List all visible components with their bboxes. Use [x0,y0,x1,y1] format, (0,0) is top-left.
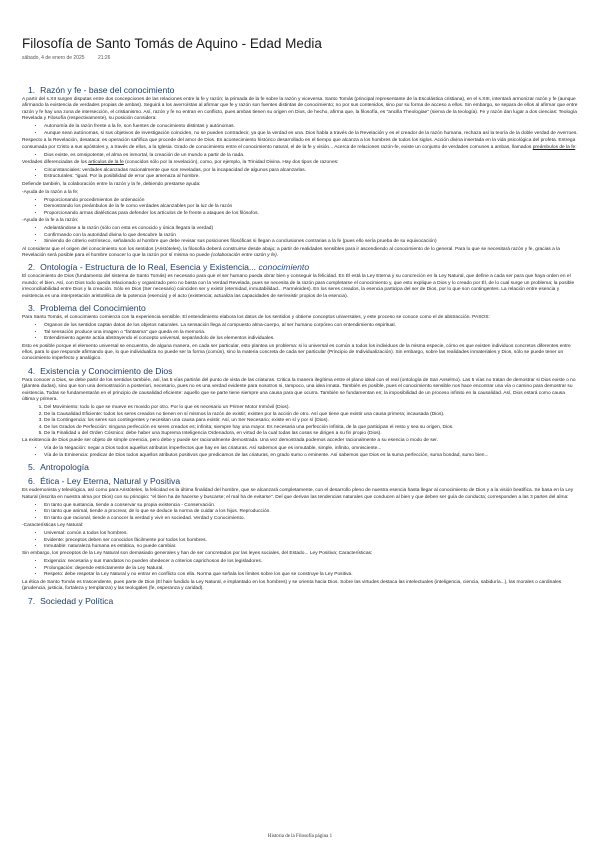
bullet-list [22,559,578,578]
section-heading-4: 4. Existencia y Conocimiento de Dios [28,365,173,376]
paragraph: -Ayuda de la razón a la fe; [22,189,79,195]
list-item: • Tal sensación produce una imagen o "fantasma" que queda en la memoria. [44,330,578,336]
section-heading-6: 6. Ética - Ley Eterna, Natural y Positiva [28,476,181,487]
list-item: • Inmutable: naturaleza humana es estática, no puede cambiar. [44,544,578,550]
section-heading-2: 2. Ontología - Estructura de lo Real, Esencia y Existencia... conocimiento [28,262,310,273]
numbered-list [22,405,578,437]
page-content [22,82,578,608]
paragraph: Verdades diferenciadas de los artículos de la fe (conocidos sólo por la revelación), como, por ejemplo, la Trinidad Divina. Hay dos tipos de razones: [22,160,339,166]
list-item: • Proporcionando procedimientos de ordenación [44,198,578,204]
list-item: • Entendimiento agente actúa abstrayendo el concepto universal, separándolo de los elementos individuales. [44,336,578,342]
list-item: • En tanto que racional, tiende a conocer la verdad y vivir en sociedad. Verdad y Conocimiento. [44,516,578,522]
list-item: • Autonomía de la razón frente a la fe, son fuentes de conocimiento distintas y autónomas. [44,124,578,130]
bullet-list [22,446,578,459]
link-articulos[interactable]: artículos de la fe [88,160,124,166]
list-item: • Evidente: preceptos deben ser conocidos fácilmente por todos los hombres. [44,538,578,544]
list-item: • Órganos de los sentidos captan datos de los objetos naturales. La sensación llega al compuesto alma-cuerpo, al ser humano corpóreo con entendimiento espiritual. [44,323,578,329]
document-page [22,0,578,848]
page-title: Filosofía de Santo Tomás de Aquino - Edad Media [22,36,322,51]
list-item: • Proporcionando armas dialécticas para defender los artículos de fe frente a ataques de los filósofos. [44,211,578,217]
list-item: 1. Del Movimiento: todo lo que se mueve es movido por otro. Por lo que es necesario un Primer Motor Inmóvil (Dios). [44,405,578,411]
bullet-list [22,168,578,181]
bullet-list [22,226,578,245]
list-item: • Confirmando con la autoridad divina lo que descubre la razón [44,233,578,239]
list-item: 5. De la Finalidad u del Orden Cósmico: debe haber una Suprema Inteligencia Ordenadora, en virtud de la cual todas las cosas se dirigen a su fin propio (Dios). [44,431,578,437]
paragraph: A partir del s.XII surgen disputas entre dos concepciones de las relaciones entre la fe y razón; la primada de la fe sobre la razón y viceversa. Santo Tomás (principal representante de la Escolástica cristiana), en el s.XIII, intentará armonizar razón y fe (aunque afirmando la existencia de verdades propias de ambas). Seguirá a los averroístas al afirmar que fe y razón son fuentes distintas de conocimiento; no por sus contenidos, sino por su forma de acceso a ellos. Sin embargo, se separa de ellos al afirmar que entre razón y fe hay una zona de intersección, el cristianismo. Así, razón y fe no entran en conflicto, pues ambas tienen su origen en Dios, de hecho, afirma que, la filosofía, es "ancilla Theologiae" (sierva de la teología). Fe y razón dan lugar a dos ciencias: Teología Revelada y Filosofía (respectivamente), su posición considera: [22,97,578,122]
paragraph: -Ayuda de la fe a la razón; [22,218,79,224]
page-footer: Historia de la Filosofía página 1 [267,834,333,839]
list-item: • En tanto que animal, tiende a procrear, de lo que se deduce la norma de cuidar a los hijos. Reproducción. [44,509,578,515]
section-heading-7: 7. Sociedad y Política [28,595,114,606]
paragraph: Para Santo Tomás, el conocimiento comienza con la experiencia sensible. El entendimiento elabora los datos de los sentidos y obtiene conceptos universales, y este proceso se conoce como el de abstracción. PASOS: [22,315,490,321]
list-item: • Adelantándose a la razón (sólo con esta es conocido y única llegara la verdad) [44,226,578,232]
list-item: • En tanto que sustancia, tiende a conservar su propia existencia - Conservación. [44,503,578,509]
list-item: • Dios existe, es omnipotente, el alma es inmortal, la creación de un mundo a partir de la nada. [44,153,578,159]
paragraph: -Características Ley Natural: [22,523,84,529]
section-heading-3: 3. Problema del Conocimiento [28,303,146,314]
list-item: • Sirviendo de criterio extrínseco, señalando al hombre que debe revisar sus posiciones filosóficas si llegan a conclusiones contrarias a la fe (pues ello sería prueba de su equivocación) [44,239,578,245]
paragraph: Defiende también, la colaboración entre la razón y la fe, debiendo prestarse ayuda: [22,181,201,187]
bullet-list [22,503,578,522]
list-item: 3. De la Contingencia: los seres son contingentes y necesitan una causa para existir. Así, un Ser Necesario; existe en sí y por sí (Dios). [44,418,578,424]
section-heading-5: 5. Antropología [28,462,89,473]
paragraph: Respecto a la Revelación, desataca: es operación sañífica que procede del amor de Dios. Es acontecimiento histórico desarrollado en el tiempo que alcanza a los hombres de todos los siglos. Acción divina insertada en la vida psicológica del profeta. Entrega consumada por Cristo a sus apóstoles y, a través de ellos, a la Iglesia. Grado de conocimiento entre el conocimiento natural, el de la fe y visión... Acerca de relaciones razón-fe, existe un conjunto de verdades comunes a ambas, llamados preámbulos de la fe: [22,138,577,150]
list-item: • Universal: común a todos los hombres. [44,531,578,537]
paragraph: La existencia de Dios puede ser objeto de simple creencia, pero debe y puede ser racionalmente demostrada. Una vez demostrada podemos acceder racionalmente a su esencia o modo de ser. [22,438,438,444]
list-item: • Estructurales: "igual. Por la posibilidad de error que amenaza al hombre. [44,174,578,180]
paragraph: El conocimiento de Dios (fundamento del sistema de Santo Tomás) es necesario para que el ser humano pueda obrar bien y conseguir la felicidad. En Él está la Ley Eterna y su concreción en la Ley Natural, que define a cada ser para que haya orden en el mundo; el bien. Así, con Dios todo queda relacionado y organizado pero no basta con la Verdad Revelada, pues se necesita de la razón para completarse el conocimiento y, que esto explique a Dios y lo creado por Él, de lo cual surge un problema; la posible irreconciliabilidad entre Dios y la creación. Sólo en Dios (Ser necesario) coinciden ser y existir (eternidad, inmutabilidad... Parménides). En los seres creados, la esencia participa del ser de Dios, por lo que son contingentes. La relación entre esencia y existencia es una interpretación aristotélica de la potencia (esencia) y el acto (existencia; actualiza las capacidades de ser/existir propios de la esencia). [22,274,575,299]
timestamp [22,55,122,61]
bullet-list [22,323,578,342]
list-item: • Vía de la Eminencia: predicar de Dios todos aquellos atributos positivos que predicamos de las criaturas, en grado sumo o eminente. Así sabemos que Dios es la suma perfección, suma bondad, sumo bien... [44,453,578,459]
list-item: 2. De la Causalidad Eficiente: todos los seres creados no tienen en sí mismos la razón de existir; existen por la acción de otro. Así que tiene que existir una causa primera; incausada (Dios). [44,412,578,418]
date-text: sábado, 4 de enero de 2025 [22,55,85,61]
list-item: • Respeto: debe respetar la Ley Natural y no entrar en conflicto con ella. Norma que señala los límites sobre los que se construye la Ley Positiva. [44,572,578,578]
list-item: • Exigencia: necesaria y sus mandatos no pueden obedecer a criterios caprichosos de los legisladores. [44,559,578,565]
time-text: 21:26 [97,55,111,61]
list-item: • Vía de la Negación: negar a Dios todos aquellos atributos imperfectos que hay en las criaturas. Así sabemos que es inmutable, simple, infinito, omnisciente... [44,446,578,452]
list-item: • Aunque sean autónomas, si sus objetivos de investigación coinciden, no se pueden contradecir, ya que la verdad es una. Dios habla a través de la Revelación y es el creador de la razón humana, rechaza así la teoría de la doble verdad de Averroes. [44,131,578,137]
paragraph: Es eudemonista y teleológica, así como para Aristóteles, la felicidad es la última finalidad del hombre, que se alcanzará completamente, con el desarrollo pleno de nuestra esencia hasta llegar al conocimiento de Dios y a la visión beatífica. Se basa en la Ley Natural (inscrita en nuestra alma por Dios) con su principio: "el bien ha de hacerse y buscarse; el mal ha de evitarse". Del que derivan las tendencias naturales que conducen al bien y que deben ser guía de conducta; corresponden a las 3 partes del alma: [22,488,574,500]
list-item: • Circunstanciales: verdades alcanzadas racionalmente que son reveladas, por la incapacidad de algunos para alcanzarlas. [44,168,578,174]
bullet-list [22,124,578,137]
paragraph: Sin embargo, los preceptos de la Ley Natural son demasiado generales y han de ser concretados por las leyes sociales, del Estado... Ley Positiva; Características: [22,551,373,557]
paragraph: Al considerar que el origen del conocimiento son los sentidos (Aristóteles), la filosofía deberá construirse desde abajo; a partir de realidades sensibles para ir ascendiendo al conocimiento de lo general. Para lo que se necesitará razón y fe, gracias a la Revelación será posible para el hombre conocer lo que la razón por sí misma no puede (colaboración entre razón y fe). [22,246,560,258]
list-item: • Prolongación: depende estrictamente de la Ley Natural. [44,566,578,572]
list-item: 4. De los Grados de Perfección: ninguna perfección en seres creados es; infinita; siempre hay una mayor. Es necesaria una perfección infinita, de la que participan el resto y sea su origen, Dios. [44,425,578,431]
paragraph: Para conocer a Dios, se debe partir de los sentidos también, así, las 5 vías partirán del punto de vista de las criaturas. Critica la manera ilegítima entre el plano ideal con el real (ontología de San Anselmo). Las 5 vías no tratan de demostrar si Dios existe o no (plantea dudas), sino que son una demostración a posteriori, necesario, pues no es una verdad evidente para nosotros ni, tampoco, una idea innata. También es posible, pues el conocimiento sensible nos hace encontrar una vía o camino para demostrar su existencia. Todas se fundamentarán en el principio de causalidad eficiente: aquello que se parte tiene siempre una causa para que ocurra. También se fundamentan en; la imposibilidad de un proceso infinito en la causalidad. Así, Dios estará como causa última y primera. [22,377,576,403]
paragraph: La ética de Santo Tomás es trascendente, pues parte de Dios (El hain fundido la Ley Natural, e implantado en los hombres) y se orienta hacia Dios. Sobre las virtudes destaca las intelectuales (inteligencia, ciencia, sabiduría...), las morales o cardinales (prudencia, justicia, fortaleza y templanza) y las teologales (fe, esperanza y caridad). [22,579,562,592]
paragraph: Esto es posible porque el elemento universal se encuentra, de alguna manera, en cada ser particular, esto plantea un problema: si lo universal es común a todos los individuos de la misma especie, cómo es que existen individuos concretos diferentes entre ellos, para lo que responde afirmando que, lo que individualiza no puede ser la forma (común), sino la materia concreta de cada ser particular (Principio de Individualización). Sin embargo, sobre las realidades inmateriales y Dios, sólo se puede tener un conocimiento imperfecto y analógico. [22,343,571,362]
bullet-list [22,153,578,159]
bullet-list [22,198,578,217]
link-preambulos[interactable]: preámbulos de la fe [532,144,576,150]
bullet-list [22,531,578,550]
list-item: • Demostrando los preámbulos de la fe como verdades alcanzables por la luz de la razón [44,204,578,210]
section-heading-1: 1. Razón y fe - base del conocimiento [28,85,175,95]
